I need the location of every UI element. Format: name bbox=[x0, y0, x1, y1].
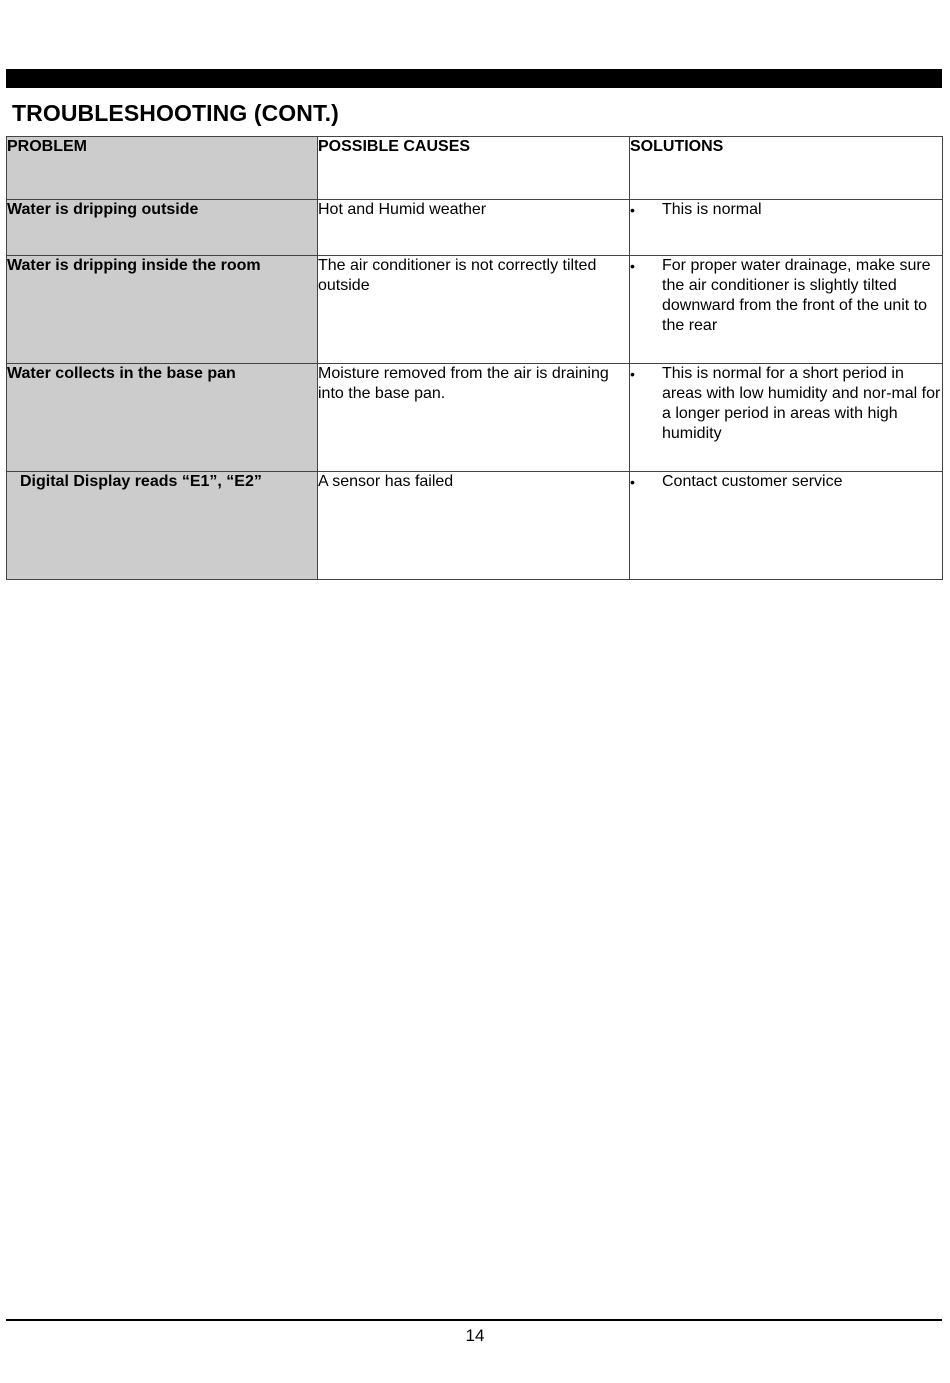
solution-item bbox=[630, 472, 942, 492]
table-row bbox=[7, 364, 943, 472]
problem-cell: Water is dripping outside bbox=[7, 200, 318, 256]
bullet-icon: • bbox=[630, 258, 635, 274]
top-header-bar bbox=[6, 69, 942, 88]
solution-text: This is normal bbox=[662, 201, 762, 218]
footer-rule bbox=[6, 1319, 942, 1321]
table-row bbox=[7, 256, 943, 364]
header-problem: PROBLEM bbox=[7, 137, 318, 200]
solution-text: For proper water drainage, make sure the air conditioner is slightly tilted downward from the front of the unit to the rear bbox=[662, 257, 931, 334]
solution-item bbox=[630, 256, 942, 336]
bullet-icon: • bbox=[630, 366, 635, 382]
problem-cell: Water is dripping inside the room bbox=[7, 256, 318, 364]
troubleshooting-table bbox=[6, 136, 943, 580]
problem-cell: Digital Display reads “E1”, “E2” bbox=[7, 472, 318, 580]
section-title: TROUBLESHOOTING (CONT.) bbox=[12, 100, 339, 126]
table-row bbox=[7, 472, 943, 580]
table-row bbox=[7, 200, 943, 256]
bullet-icon: • bbox=[630, 474, 635, 490]
solution-cell bbox=[630, 472, 943, 580]
header-solutions: SOLUTIONS bbox=[630, 137, 943, 200]
cause-cell: Hot and Humid weather bbox=[318, 200, 630, 256]
solution-cell bbox=[630, 200, 943, 256]
cause-cell: The air conditioner is not correctly tilted outside bbox=[318, 256, 630, 364]
problem-cell: Water collects in the base pan bbox=[7, 364, 318, 472]
solution-item bbox=[630, 200, 942, 220]
cause-cell: Moisture removed from the air is draining into the base pan. bbox=[318, 364, 630, 472]
bullet-icon: • bbox=[630, 202, 635, 218]
cause-cell: A sensor has failed bbox=[318, 472, 630, 580]
solution-item bbox=[630, 364, 942, 444]
solution-text: Contact customer service bbox=[662, 473, 843, 490]
solution-cell bbox=[630, 364, 943, 472]
solution-text: This is normal for a short period in areas with low humidity and nor-mal for a longer period in areas with high humidity bbox=[662, 365, 941, 442]
table-header-row bbox=[7, 137, 943, 200]
page-number: 14 bbox=[465, 1326, 485, 1345]
header-possible-causes: POSSIBLE CAUSES bbox=[318, 137, 630, 200]
solution-cell bbox=[630, 256, 943, 364]
